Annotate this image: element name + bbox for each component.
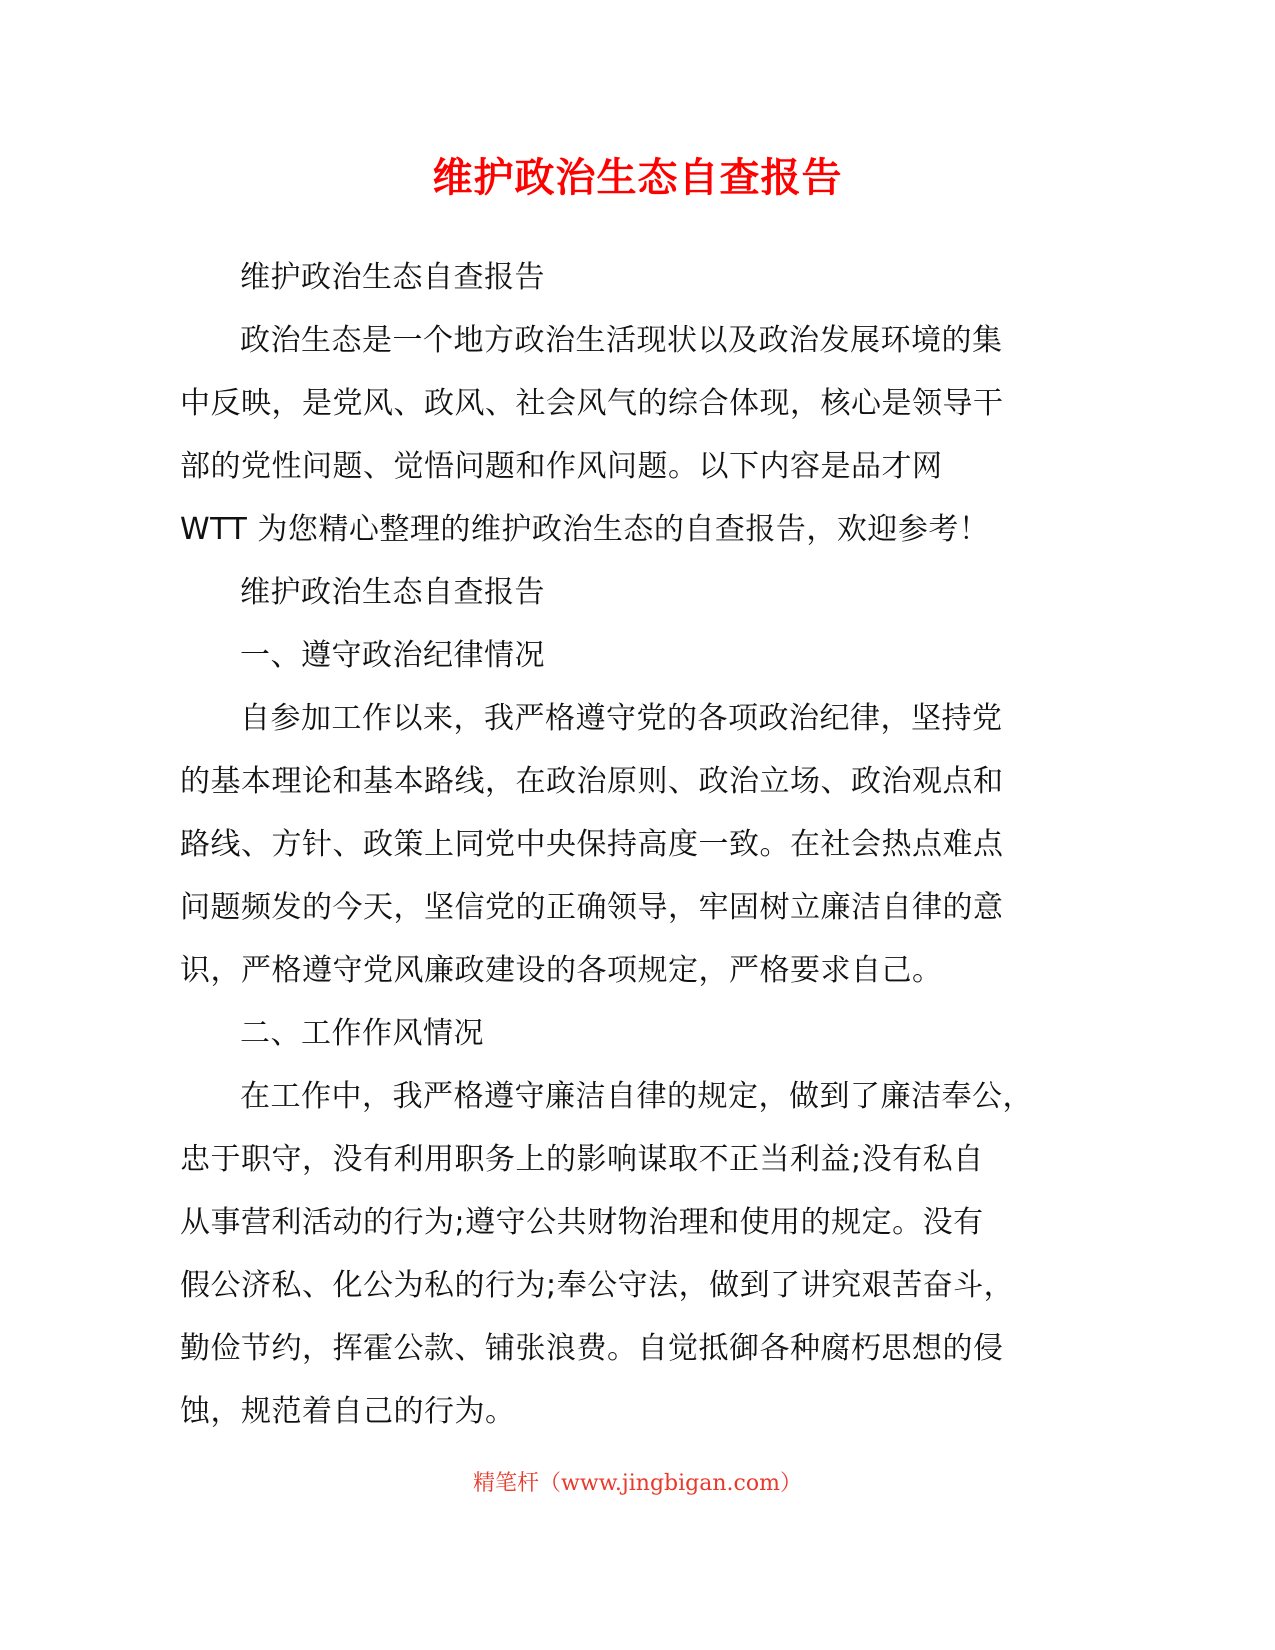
section-heading: 二、工作作风情况 xyxy=(240,1016,484,1051)
body-line: 识，严格遵守党风廉政建设的各项规定，严格要求自己。 xyxy=(180,953,943,988)
footer-watermark: 精笔杆（www.jingbigan.com） xyxy=(473,1471,802,1496)
body-line: WTT 为您精心整理的维护政治生态的自查报告，欢迎参考！ xyxy=(180,512,990,547)
body-line: 部的党性问题、觉悟问题和作风问题。以下内容是品才网 xyxy=(180,449,943,484)
body-line: 勤俭节约，挥霍公款、铺张浪费。自觉抵御各种腐朽思想的侵 xyxy=(180,1331,1004,1366)
body-line: 维护政治生态自查报告 xyxy=(240,260,545,295)
body-line: 蚀，规范着自己的行为。 xyxy=(180,1394,516,1429)
body-line: 假公济私、化公为私的行为;奉公守法，做到了讲究艰苦奋斗， xyxy=(180,1268,1015,1303)
document-body xyxy=(180,246,1080,1443)
body-line: 在工作中，我严格遵守廉洁自律的规定，做到了廉洁奉公， xyxy=(240,1079,1033,1114)
body-line: 中反映，是党风、政风、社会风气的综合体现，核心是领导干 xyxy=(180,386,1004,421)
section-heading: 一、遵守政治纪律情况 xyxy=(240,638,545,673)
document-title: 维护政治生态自查报告 xyxy=(432,155,843,201)
body-line: 自参加工作以来，我严格遵守党的各项政治纪律，坚持党 xyxy=(240,701,1003,736)
body-line: 从事营利活动的行为;遵守公共财物治理和使用的规定。没有 xyxy=(180,1205,984,1240)
body-line: 路线、方针、政策上同党中央保持高度一致。在社会热点难点 xyxy=(180,827,1004,862)
body-line: 的基本理论和基本路线，在政治原则、政治立场、政治观点和 xyxy=(180,764,1004,799)
body-line: 政治生态是一个地方政治生活现状以及政治发展环境的集 xyxy=(240,323,1003,358)
body-line: 忠于职守，没有利用职务上的影响谋取不正当利益;没有私自 xyxy=(180,1142,984,1177)
body-line: 问题频发的今天，坚信党的正确领导，牢固树立廉洁自律的意 xyxy=(180,890,1004,925)
body-line: 维护政治生态自查报告 xyxy=(240,575,545,610)
